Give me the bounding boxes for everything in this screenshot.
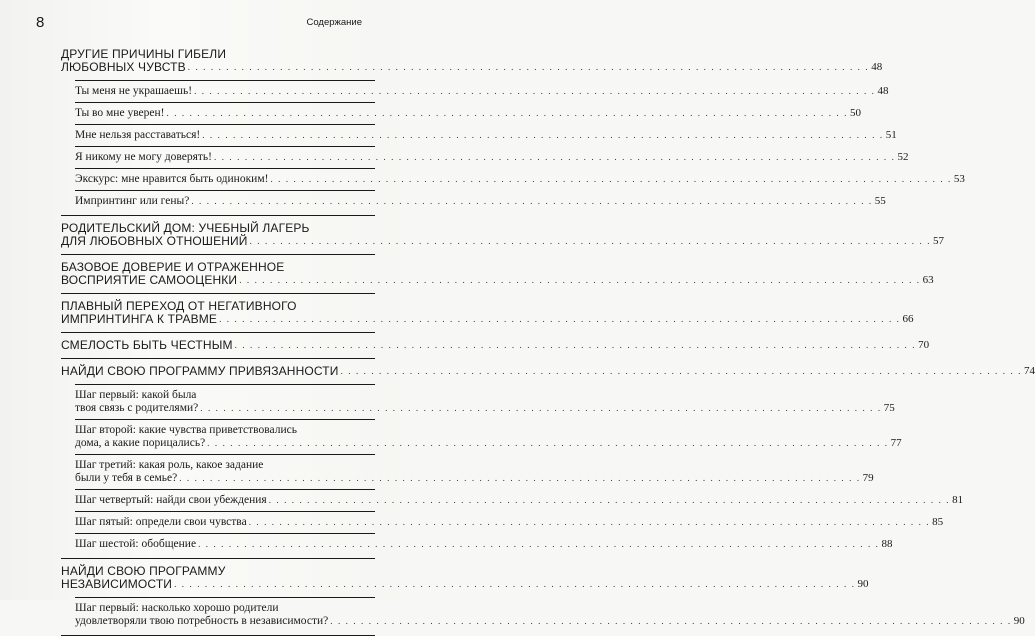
toc-subsection-title-line: Ты меня не украшаешь! — [75, 85, 193, 97]
toc-chapter-7 — [61, 559, 1025, 636]
toc-subsection-title-line: Мне нельзя расставаться! — [75, 129, 201, 141]
toc-subsection-entry-row — [75, 173, 965, 186]
page-number: 8 — [36, 14, 45, 31]
dot-leader — [174, 579, 855, 589]
toc-subsection-page-number: 79 — [862, 472, 874, 484]
toc-chapter-page-number: 57 — [933, 235, 945, 247]
dot-leader — [167, 108, 848, 118]
toc-subsection — [75, 384, 895, 419]
toc-subsection-list — [61, 80, 965, 215]
table-of-contents — [61, 42, 1035, 636]
toc-chapter-title-line: НАЙДИ СВОЮ ПРОГРАММУ — [61, 564, 226, 578]
toc-subsection-title-line: Экскурс: мне нравится быть одиноким! — [75, 173, 269, 185]
toc-subsection — [75, 419, 902, 454]
toc-subsection-title-line: Шаг шестой: обобщение — [75, 538, 197, 550]
toc-subsection-page-number: 75 — [883, 402, 895, 414]
dot-leader — [249, 517, 930, 527]
toc-subsection-entry-row — [75, 472, 874, 485]
toc-subsection — [75, 597, 1025, 632]
toc-subsection — [75, 511, 944, 533]
toc-chapter-entry-row — [61, 312, 914, 326]
dot-leader — [179, 473, 860, 483]
toc-subsection-page-number: 81 — [952, 494, 964, 506]
toc-chapter-heading — [61, 559, 869, 597]
toc-subsection-page-number: 52 — [897, 151, 909, 163]
toc-chapter-heading — [61, 42, 883, 80]
toc-subsection-title-line: Шаг второй: какие чувства приветствовались — [75, 424, 297, 436]
dot-leader — [207, 438, 888, 448]
dot-leader — [269, 495, 950, 505]
toc-subsection-list — [61, 384, 964, 558]
dot-leader — [194, 86, 875, 96]
toc-subsection-entry-row — [75, 195, 886, 208]
toc-chapter-title-line: ЛЮБОВНЫХ ЧУВСТВ — [61, 60, 186, 74]
toc-chapter-page-number: 66 — [902, 313, 914, 325]
toc-subsection-entry-row — [75, 107, 861, 120]
toc-chapter-title-line: ПЛАВНЫЙ ПЕРЕХОД ОТ НЕГАТИВНОГО — [61, 299, 297, 313]
toc-chapter-heading — [61, 294, 914, 332]
toc-subsection-page-number: 88 — [881, 538, 893, 550]
toc-subsection-list — [61, 597, 1025, 635]
toc-chapter-page-number: 63 — [922, 274, 934, 286]
toc-chapter-entry-row — [61, 234, 945, 248]
toc-chapter-title-line: ВОСПРИЯТИЕ САМООЦЕНКИ — [61, 273, 238, 287]
toc-subsection-page-number: 51 — [885, 129, 897, 141]
toc-subsection — [75, 124, 897, 146]
dot-leader — [270, 174, 951, 184]
toc-subsection-entry-row — [75, 129, 897, 142]
toc-subsection-page-number: 53 — [953, 173, 965, 185]
toc-chapter-entry-row — [61, 577, 869, 591]
toc-chapter-title-line: НЕЗАВИСИМОСТИ — [61, 577, 173, 591]
toc-subsection-title-line: Импринтинг или гены? — [75, 195, 190, 207]
toc-subsection-title-line: были у тебя в семье? — [75, 472, 178, 484]
toc-subsection-page-number: 55 — [874, 195, 886, 207]
running-head: Содержание — [306, 17, 362, 28]
dot-leader — [200, 403, 881, 413]
toc-subsection-title-line: Я никому не могу доверять! — [75, 151, 213, 163]
toc-subsection-title-line: твоя связь с родителями? — [75, 402, 199, 414]
toc-chapter-title-line: НАЙДИ СВОЮ ПРОГРАММУ ПРИВЯЗАННОСТИ — [61, 364, 339, 378]
toc-subsection-entry-row — [75, 538, 893, 551]
dot-leader — [214, 152, 895, 162]
toc-chapter-page-number: 70 — [918, 339, 930, 351]
toc-subsection-page-number: 85 — [932, 516, 944, 528]
toc-subsection — [75, 454, 874, 489]
toc-subsection-entry-row — [75, 85, 889, 98]
toc-chapter-title-line: СМЕЛОСТЬ БЫТЬ ЧЕСТНЫМ — [61, 338, 233, 352]
toc-subsection-page-number: 50 — [849, 107, 861, 119]
toc-subsection-entry-row — [75, 615, 1025, 628]
dot-leader — [341, 366, 1022, 376]
toc-subsection-entry-row — [75, 494, 964, 507]
toc-chapter-heading — [61, 359, 1035, 384]
toc-chapter-title-line: ДЛЯ ЛЮБОВНЫХ ОТНОШЕНИЙ — [61, 234, 248, 248]
dot-leader — [188, 62, 869, 72]
toc-subsection-title-line: Ты во мне уверен! — [75, 107, 165, 119]
toc-chapter-3 — [61, 255, 934, 294]
toc-subsection — [75, 146, 909, 168]
toc-subsection — [75, 102, 861, 124]
toc-subsection-entry-row — [75, 402, 895, 415]
toc-subsection-title-line: Шаг первый: какой была — [75, 389, 197, 401]
toc-subsection — [75, 190, 886, 212]
toc-chapter-title-line: БАЗОВОЕ ДОВЕРИЕ И ОТРАЖЕННОЕ — [61, 260, 285, 274]
toc-chapter-title-line: ИМПРИНТИНГА К ТРАВМЕ — [61, 312, 218, 326]
toc-chapter-6 — [61, 359, 1035, 559]
toc-subsection-title-line: Шаг первый: насколько хорошо родители — [75, 602, 279, 614]
toc-subsection-title-line: удовлетворяли твою потребность в независимости? — [75, 615, 329, 627]
toc-chapter-page-number: 74 — [1024, 365, 1035, 377]
toc-subsection-title-line: дома, а какие порицались? — [75, 437, 206, 449]
toc-chapter-heading — [61, 255, 934, 293]
toc-subsection — [75, 80, 889, 102]
toc-subsection-page-number: 77 — [890, 437, 902, 449]
dot-leader — [202, 130, 883, 140]
toc-chapter-4 — [61, 294, 914, 333]
toc-chapter-entry-row — [61, 60, 883, 74]
toc-chapter-entry-row — [61, 273, 934, 287]
toc-chapter-1 — [61, 42, 965, 216]
toc-subsection-title-line: Шаг пятый: определи свои чувства — [75, 516, 247, 528]
toc-subsection — [75, 489, 964, 511]
toc-subsection — [75, 533, 893, 555]
dot-leader — [235, 340, 916, 350]
toc-subsection-entry-row — [75, 437, 902, 450]
toc-subsection-page-number: 48 — [877, 85, 889, 97]
dot-leader — [191, 196, 872, 206]
toc-subsection-entry-row — [75, 516, 944, 529]
toc-subsection-page-number: 90 — [1013, 615, 1025, 627]
toc-chapter-heading — [61, 333, 930, 358]
toc-subsection — [75, 168, 965, 190]
dot-leader — [198, 539, 879, 549]
toc-chapter-2 — [61, 216, 945, 255]
toc-chapter-entry-row — [61, 338, 930, 352]
toc-subsection-title-line: Шаг четвертый: найди свои убеждения — [75, 494, 267, 506]
dot-leader — [250, 236, 931, 246]
dot-leader — [219, 314, 900, 324]
dot-leader — [239, 275, 920, 285]
dot-leader — [330, 616, 1011, 626]
toc-chapter-page-number: 90 — [857, 578, 869, 590]
toc-subsection-entry-row — [75, 151, 909, 164]
toc-chapter-entry-row — [61, 364, 1035, 378]
toc-subsection-title-line: Шаг третий: какая роль, какое задание — [75, 459, 264, 471]
toc-chapter-title-line: ДРУГИЕ ПРИЧИНЫ ГИБЕЛИ — [61, 47, 227, 61]
toc-chapter-heading — [61, 216, 945, 254]
toc-chapter-page-number: 48 — [871, 61, 883, 73]
toc-chapter-5 — [61, 333, 930, 359]
toc-chapter-title-line: РОДИТЕЛЬСКИЙ ДОМ: УЧЕБНЫЙ ЛАГЕРЬ — [61, 221, 310, 235]
